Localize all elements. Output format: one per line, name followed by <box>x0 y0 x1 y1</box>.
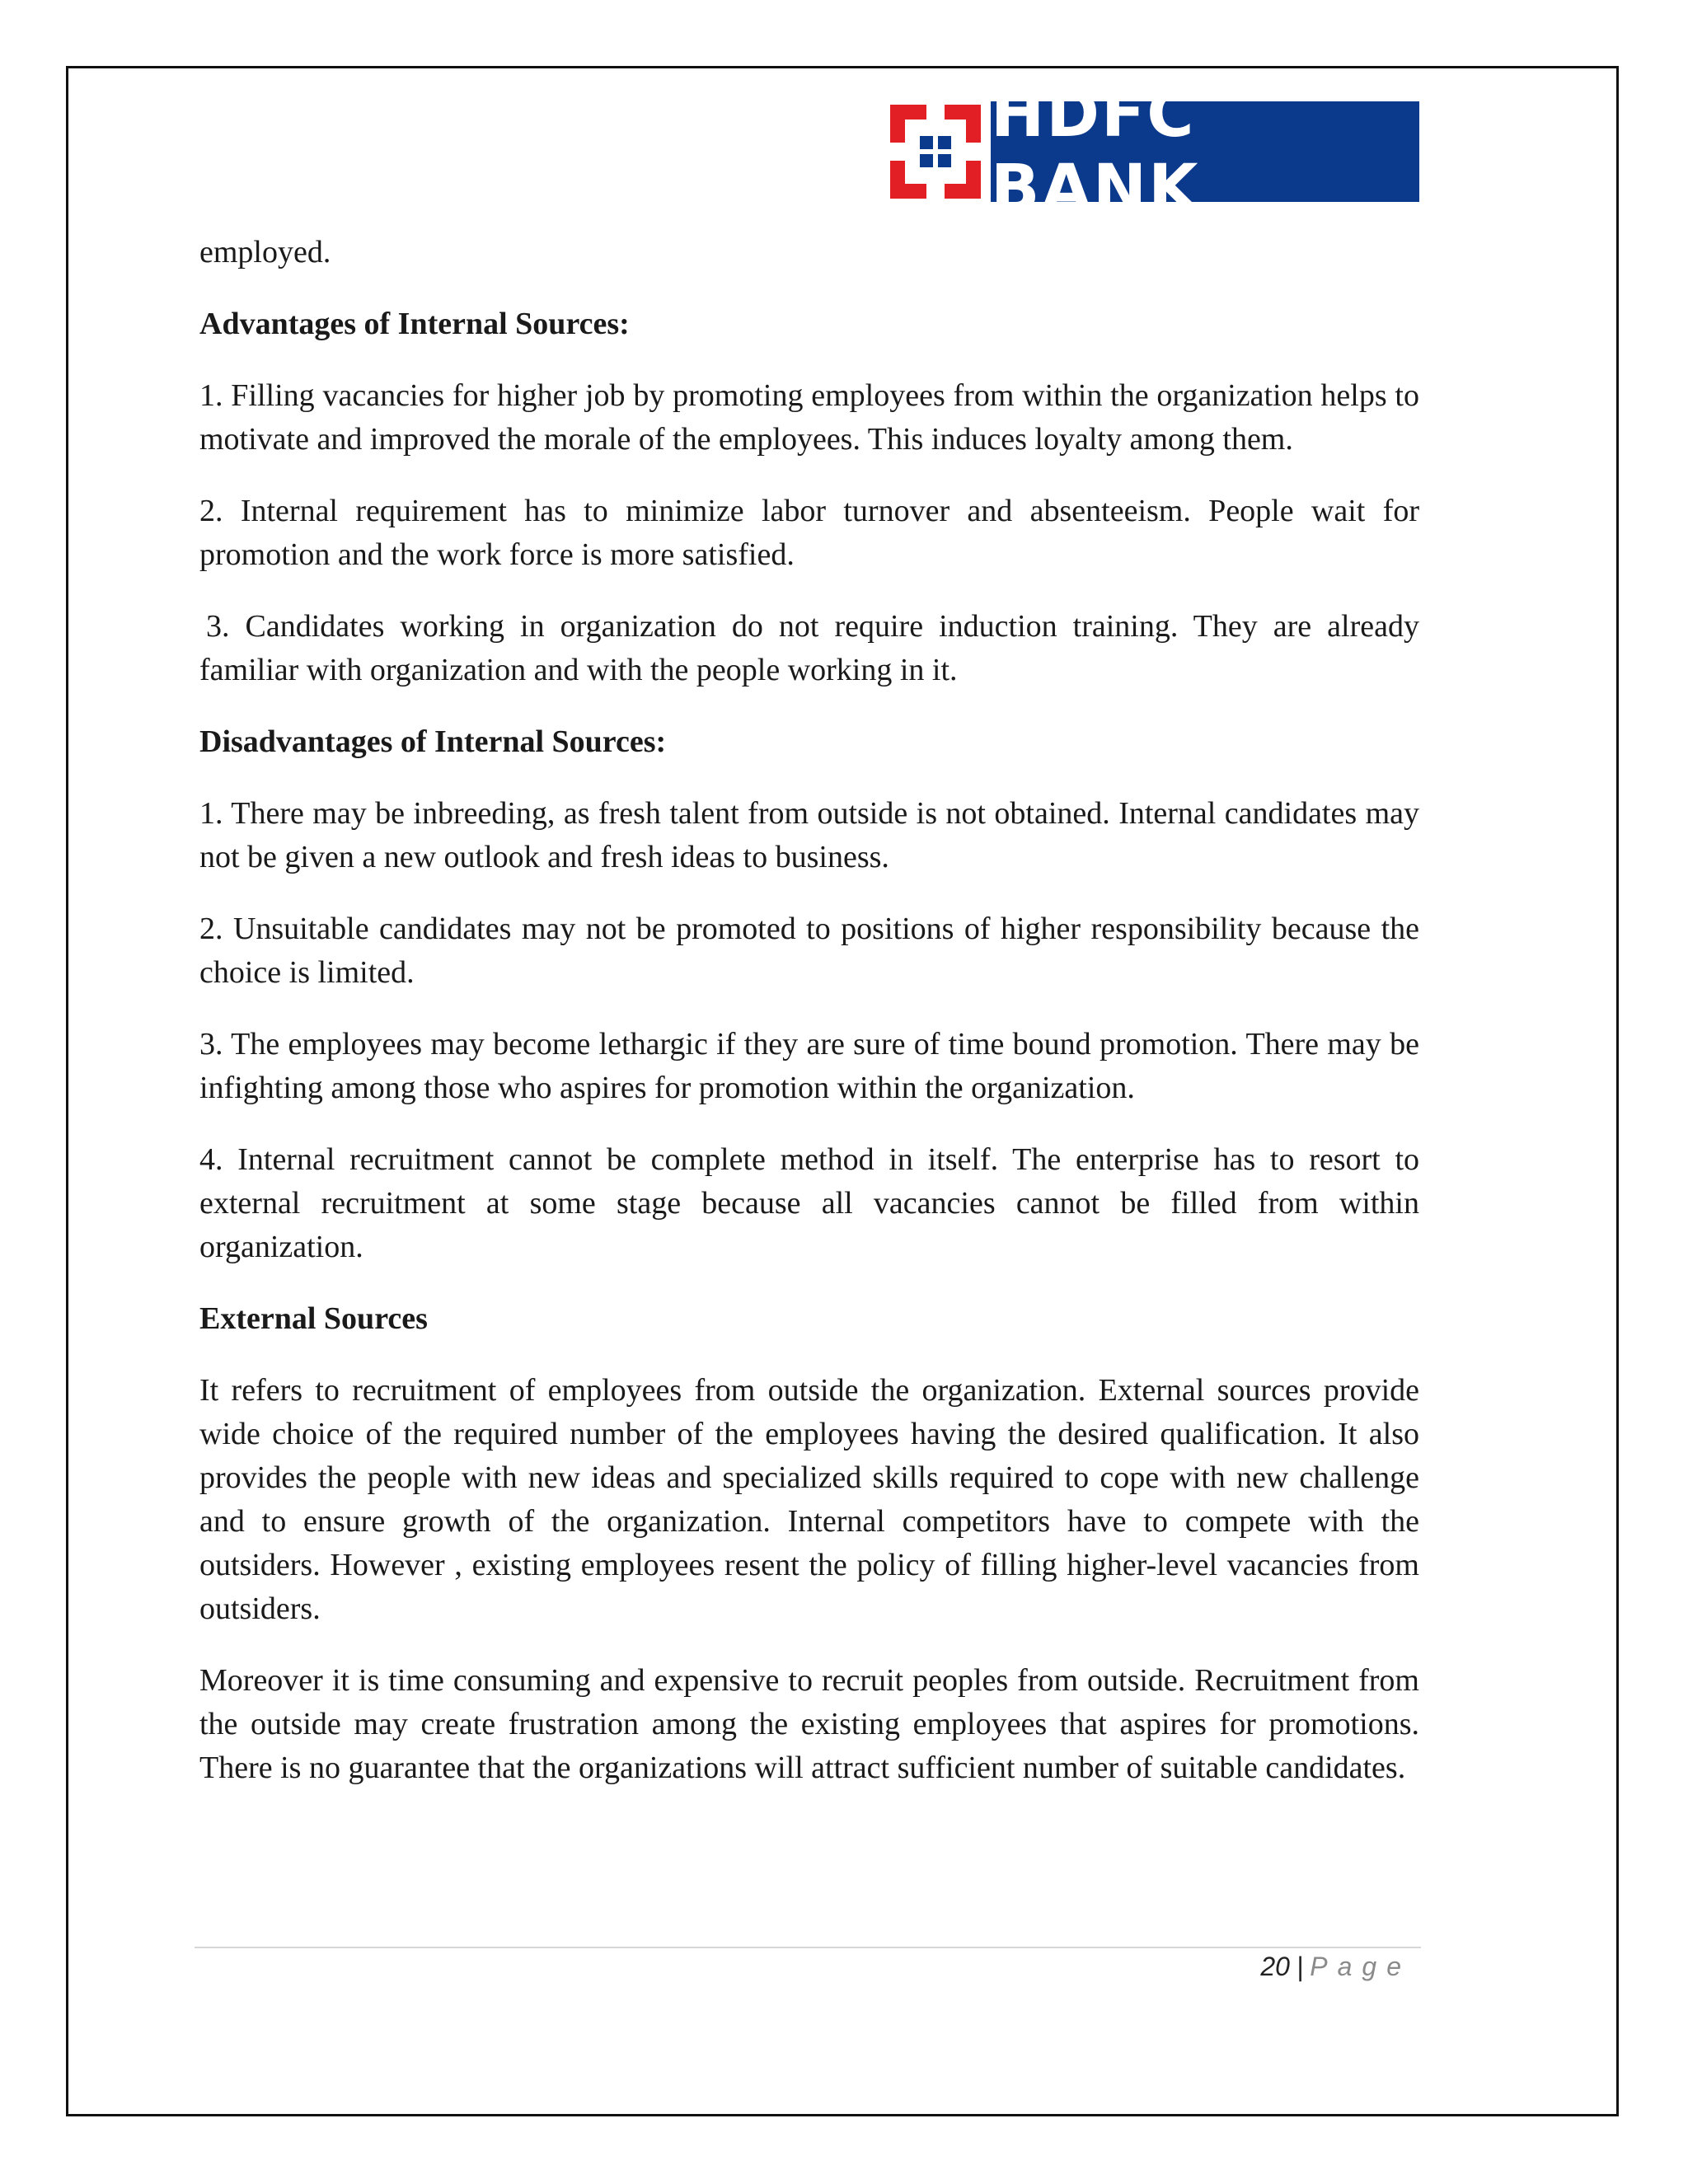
hdfc-logo-mark-icon <box>887 101 984 202</box>
page-number: 20 <box>1260 1952 1290 1981</box>
disadvantage-item-4: 4. Internal recruitment cannot be complete method in itself. The enterprise has to resort to external recruitment at some stage because all vacancies cannot be filled from within organization. <box>199 1142 1419 1264</box>
disadvantage-item-1: 1. There may be inbreeding, as fresh talent from outside is not obtained. Internal candidates may not be given a new outlook and fresh ideas to business. <box>199 796 1419 874</box>
external-paragraph-2: Moreover it is time consuming and expensive to recruit peoples from outside. Recruitment from the outside may create frustration among the existing employees that aspires for promotions. There is no guarantee that the organizations will attract sufficient number of suitable candidates. <box>199 1663 1419 1785</box>
hdfc-bank-logo <box>887 77 1419 226</box>
advantage-item-1: 1. Filling vacancies for higher job by promoting employees from within the organization helps to motivate and improved the morale of the employees. This induces loyalty among them. <box>199 378 1419 457</box>
footer-divider <box>195 1947 1421 1948</box>
advantage-item-2: 2. Internal requirement has to minimize labor turnover and absenteeism. People wait for promotion and the work force is more satisfied. <box>199 494 1419 572</box>
page-number-footer <box>1260 1952 1411 1982</box>
paragraph-employed: employed. <box>199 235 331 269</box>
heading-advantages: Advantages of Internal Sources: <box>199 307 630 341</box>
external-paragraph-1: It refers to recruitment of employees from outside the organization. External sources provide wide choice of the required number of the employees having the desired qualification. It also provides the people with new ideas and specialized skills required to cope with new challenge and to ensure growth of the organization. Internal competitors have to compete with the outsiders. However , existing employees resent the policy of filling higher-level vacancies from outsiders. <box>199 1373 1419 1626</box>
disadvantage-item-3: 3. The employees may become lethargic if they are sure of time bound promotion. There may be infighting among those who aspires for promotion within the organization. <box>199 1027 1419 1105</box>
heading-external-sources: External Sources <box>199 1301 428 1336</box>
logo-text: HDFC BANK <box>991 77 1200 226</box>
disadvantage-item-2: 2. Unsuitable candidates may not be promoted to positions of higher responsibility because the choice is limited. <box>199 912 1419 990</box>
heading-disadvantages: Disadvantages of Internal Sources: <box>199 724 667 759</box>
page-separator: | <box>1296 1952 1304 1981</box>
advantage-item-3: 3. Candidates working in organization do not require induction training. They are already familiar with organization and with the people working in it. <box>199 609 1419 687</box>
hdfc-logo-wordmark <box>991 77 1419 226</box>
page-label: Page <box>1310 1952 1411 1981</box>
document-body <box>199 231 1419 1818</box>
